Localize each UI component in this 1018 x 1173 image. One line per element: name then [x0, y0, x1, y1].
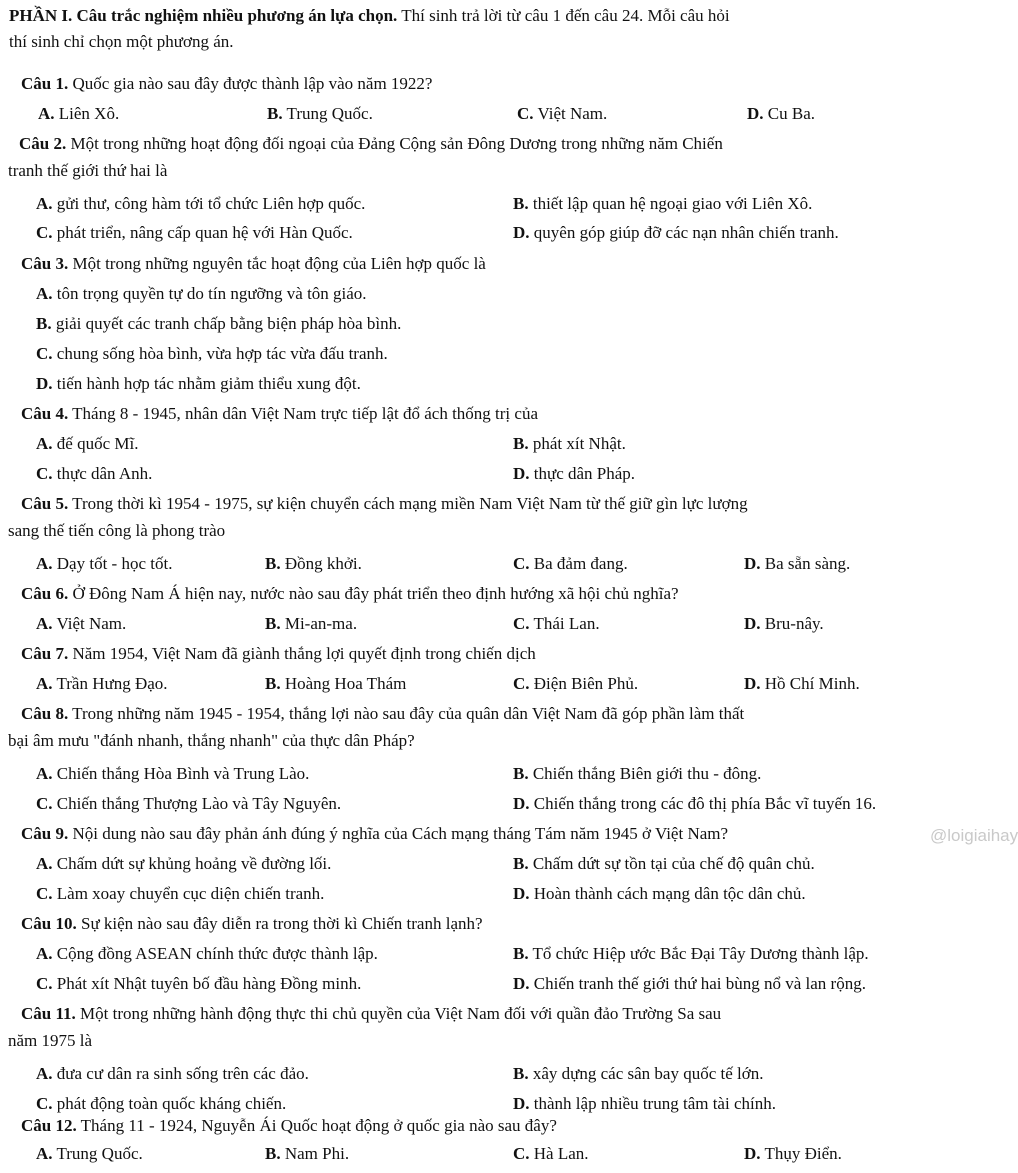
q7-option-d[interactable]: D. Hồ Chí Minh.: [744, 674, 860, 693]
question-1: Câu 1. Quốc gia nào sau đây được thành lập vào năm 1922?: [21, 74, 433, 93]
part-title: PHẦN I. Câu trắc nghiệm nhiều phương án lựa chọn.: [9, 6, 398, 25]
q7-option-a[interactable]: A. Trần Hưng Đạo.: [36, 674, 168, 693]
question-11: Câu 11. Một trong những hành động thực thi chủ quyền của Việt Nam đối với quần đảo Trường Sa sau: [21, 1004, 722, 1023]
q7-option-c[interactable]: C. Điện Biên Phủ.: [513, 674, 639, 693]
q12-option-b[interactable]: B. Nam Phi.: [265, 1144, 350, 1163]
q4-option-b[interactable]: B. phát xít Nhật.: [513, 434, 626, 453]
question-10: Câu 10. Sự kiện nào sau đây diễn ra trong thời kì Chiến tranh lạnh?: [21, 914, 483, 933]
q8-option-a[interactable]: A. Chiến thắng Hòa Bình và Trung Lào.: [36, 764, 310, 783]
q10-option-b[interactable]: B. Tổ chức Hiệp ước Bắc Đại Tây Dương thành lập.: [513, 944, 869, 963]
q4-option-d[interactable]: D. thực dân Pháp.: [513, 464, 636, 483]
question-9: Câu 9. Nội dung nào sau đây phản ánh đúng ý nghĩa của Cách mạng tháng Tám năm 1945 ở Việt Nam?: [21, 824, 729, 843]
q11-option-a[interactable]: A. đưa cư dân ra sinh sống trên các đảo.: [36, 1064, 309, 1083]
q10-option-d[interactable]: D. Chiến tranh thế giới thứ hai bùng nổ và lan rộng.: [513, 974, 866, 993]
q11-option-d[interactable]: D. thành lập nhiều trung tâm tài chính.: [513, 1094, 776, 1113]
q3-option-c[interactable]: C. chung sống hòa bình, vừa hợp tác vừa đấu tranh.: [36, 344, 388, 363]
q9-option-d[interactable]: D. Hoàn thành cách mạng dân tộc dân chủ.: [513, 884, 806, 903]
q2-option-d[interactable]: D. quyên góp giúp đỡ các nạn nhân chiến tranh.: [513, 223, 839, 242]
q9-option-c[interactable]: C. Làm xoay chuyển cục diện chiến tranh.: [36, 884, 325, 903]
q7-option-b[interactable]: B. Hoàng Hoa Thám: [265, 674, 407, 693]
section-header: [9, 5, 730, 27]
q8-option-b[interactable]: B. Chiến thắng Biên giới thu - đông.: [513, 764, 762, 783]
q12-option-a[interactable]: A. Trung Quốc.: [36, 1144, 143, 1163]
q3-option-a[interactable]: A. tôn trọng quyền tự do tín ngưỡng và tôn giáo.: [36, 284, 367, 303]
question-5: Câu 5. Trong thời kì 1954 - 1975, sự kiện chuyển cách mạng miền Nam Việt Nam từ thế giữ gìn lực lượng: [21, 494, 748, 513]
q1-option-c[interactable]: C. Việt Nam.: [517, 104, 608, 123]
q2-option-b[interactable]: B. thiết lập quan hệ ngoại giao với Liên Xô.: [513, 194, 813, 213]
q10-option-c[interactable]: C. Phát xít Nhật tuyên bố đầu hàng Đồng minh.: [36, 974, 362, 993]
q5-option-c[interactable]: C. Ba đảm đang.: [513, 554, 628, 573]
question-8: Câu 8. Trong những năm 1945 - 1954, thắng lợi nào sau đây của quân dân Việt Nam đã góp phần làm thất: [21, 704, 745, 723]
q5-option-d[interactable]: D. Ba sẵn sàng.: [744, 554, 851, 573]
q4-option-a[interactable]: A. đế quốc Mĩ.: [36, 434, 139, 453]
q3-option-d[interactable]: D. tiến hành hợp tác nhằm giảm thiểu xung đột.: [36, 374, 361, 393]
q11-option-b[interactable]: B. xây dựng các sân bay quốc tế lớn.: [513, 1064, 764, 1083]
question-8-cont: bại âm mưu "đánh nhanh, thắng nhanh" của thực dân Pháp?: [8, 731, 415, 750]
q4-option-c[interactable]: C. thực dân Anh.: [36, 464, 153, 483]
q1-option-b[interactable]: B. Trung Quốc.: [267, 104, 373, 123]
question-2-cont: tranh thế giới thứ hai là: [8, 161, 168, 180]
question-6: Câu 6. Ở Đông Nam Á hiện nay, nước nào sau đây phát triển theo định hướng xã hội chủ nghĩa?: [21, 584, 679, 603]
instructions-line2: thí sinh chỉ chọn một phương án.: [9, 32, 234, 51]
q8-option-d[interactable]: D. Chiến thắng trong các đô thị phía Bắc vĩ tuyến 16.: [513, 794, 877, 813]
q9-option-b[interactable]: B. Chấm dứt sự tồn tại của chế độ quân chủ.: [513, 854, 815, 873]
q6-option-d[interactable]: D. Bru-nây.: [744, 614, 824, 633]
question-5-cont: sang thế tiến công là phong trào: [8, 521, 226, 540]
question-2: Câu 2. Một trong những hoạt động đối ngoại của Đảng Cộng sản Đông Dương trong những năm Chiến: [19, 134, 723, 153]
question-3: Câu 3. Một trong những nguyên tắc hoạt động của Liên hợp quốc là: [21, 254, 486, 273]
q5-option-b[interactable]: B. Đồng khởi.: [265, 554, 362, 573]
question-7: Câu 7. Năm 1954, Việt Nam đã giành thắng lợi quyết định trong chiến dịch: [21, 644, 536, 663]
q1-option-a[interactable]: A. Liên Xô.: [38, 104, 120, 123]
watermark: @loigiaihay: [930, 826, 1018, 845]
q10-option-a[interactable]: A. Cộng đồng ASEAN chính thức được thành lập.: [36, 944, 378, 963]
q6-option-c[interactable]: C. Thái Lan.: [513, 614, 600, 633]
q8-option-c[interactable]: C. Chiến thắng Thượng Lào và Tây Nguyên.: [36, 794, 342, 813]
q9-option-a[interactable]: A. Chấm dứt sự khủng hoảng về đường lối.: [36, 854, 332, 873]
q12-option-d[interactable]: D. Thụy Điển.: [744, 1144, 842, 1163]
question-4: Câu 4. Tháng 8 - 1945, nhân dân Việt Nam trực tiếp lật đổ ách thống trị của: [21, 404, 538, 423]
q6-option-b[interactable]: B. Mi-an-ma.: [265, 614, 358, 633]
q5-option-a[interactable]: A. Dạy tốt - học tốt.: [36, 554, 173, 573]
q1-option-d[interactable]: D. Cu Ba.: [747, 104, 816, 123]
q2-option-c[interactable]: C. phát triển, nâng cấp quan hệ với Hàn Quốc.: [36, 223, 353, 242]
q11-option-c[interactable]: C. phát động toàn quốc kháng chiến.: [36, 1094, 287, 1113]
q3-option-b[interactable]: B. giải quyết các tranh chấp bằng biện pháp hòa bình.: [36, 314, 402, 333]
q6-option-a[interactable]: A. Việt Nam.: [36, 614, 127, 633]
instructions-line1: Thí sinh trả lời từ câu 1 đến câu 24. Mỗi câu hỏi: [397, 6, 730, 25]
q2-option-a[interactable]: A. gửi thư, công hàm tới tổ chức Liên hợp quốc.: [36, 194, 366, 213]
q12-option-c[interactable]: C. Hà Lan.: [513, 1144, 589, 1163]
question-12: Câu 12. Tháng 11 - 1924, Nguyễn Ái Quốc hoạt động ở quốc gia nào sau đây?: [21, 1116, 557, 1135]
question-11-cont: năm 1975 là: [8, 1031, 93, 1050]
